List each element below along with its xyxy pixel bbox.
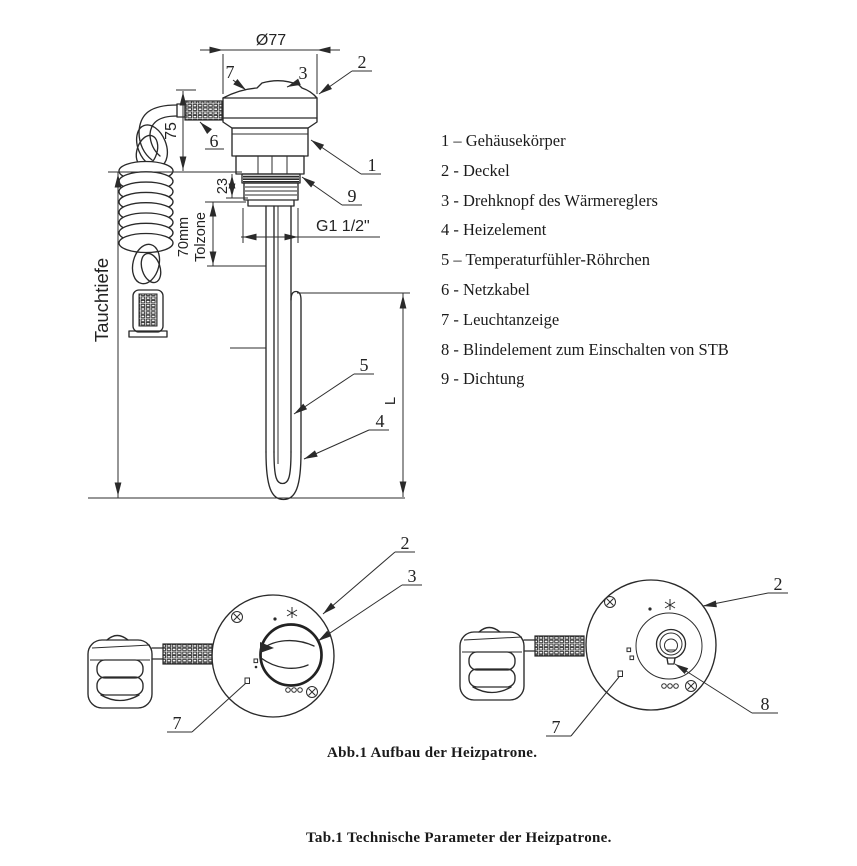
dial-dot (273, 617, 276, 620)
sensor-tube (266, 206, 291, 484)
dial-dot (255, 666, 258, 669)
callout-7: 7 (551, 717, 561, 737)
callout-9: 9 (347, 186, 357, 206)
frost-symbol-icon (287, 607, 297, 618)
legend-item-1: 1 – Gehäusekörper (441, 131, 566, 150)
callout-5: 5 (359, 355, 369, 375)
callout-2: 2 (400, 533, 410, 553)
callout-1: 1 (367, 155, 377, 175)
callout-7: 7 (172, 713, 182, 733)
cap-view-with-blind-element (460, 574, 788, 737)
table-caption: Tab.1 Technische Parameter der Heizpatrone. (306, 830, 612, 846)
callout-2: 2 (357, 52, 367, 72)
callout-4: 4 (375, 411, 385, 431)
callout-6: 6 (209, 131, 219, 151)
indicator-lamp (618, 671, 623, 677)
dim-thread-label: G1 1/2" (316, 218, 370, 235)
main-section-view (88, 32, 410, 500)
dim-diameter-label: Ø77 (255, 32, 287, 49)
dim-tauchtiefe-label: Tauchtiefe (91, 257, 112, 343)
heating-element-tube (266, 292, 301, 500)
dim-23 (215, 174, 248, 198)
dim-75-label: 75 (163, 122, 180, 140)
screw-icon (686, 681, 697, 692)
dim-tolzone (176, 202, 266, 348)
power-plug-left (88, 636, 212, 709)
dial-mark (627, 648, 631, 652)
power-plug-right (460, 628, 584, 701)
legend-item-3: 3 - Drehknopf des Wärmereglers (441, 190, 658, 210)
callout-2: 2 (773, 574, 783, 594)
frost-symbol-icon (665, 599, 675, 610)
legend-item-4: 4 - Heizelement (441, 220, 547, 240)
screw-icon (307, 687, 318, 698)
figure-caption: Abb.1 Aufbau der Heizpatrone. (327, 745, 538, 761)
legend-item-8: 8 - Blindelement zum Einschalten von STB (441, 339, 729, 359)
legend-item-2: 2 - Deckel (441, 160, 510, 180)
dim-tolzone-label: Tolzone (193, 212, 209, 262)
dim-diameter (200, 32, 340, 94)
blind-element-tab (667, 658, 675, 664)
dial-mark (630, 656, 634, 660)
callout-3: 3 (298, 63, 308, 83)
screw-icon (232, 612, 243, 623)
screw-icon (605, 597, 616, 608)
callout-8: 8 (760, 694, 770, 714)
cap-view-with-knob (88, 533, 422, 733)
callout-3: 3 (407, 566, 417, 586)
stb-port (657, 630, 686, 659)
housing-outline (223, 81, 317, 206)
dim-length-label: L (383, 396, 399, 406)
dial-dot (648, 607, 651, 610)
power-plug (129, 290, 167, 337)
dim-thread (241, 208, 380, 243)
legend-item-6: 6 - Netzkabel (441, 279, 530, 299)
dial-mark (254, 659, 258, 663)
dim-23-label: 23 (215, 177, 231, 195)
legend-item-7: 7 - Leuchtanzeige (441, 309, 560, 329)
legend-item-5: 5 – Temperaturfühler-Röhrchen (441, 250, 650, 270)
thermostat-knob (261, 625, 322, 686)
gasket (242, 174, 300, 183)
dim-tolzone-value: 70mm (176, 216, 192, 258)
parts-legend (441, 126, 781, 394)
dim-length (297, 293, 410, 497)
legend-item-9: 9 - Dichtung (441, 369, 525, 389)
callout-7: 7 (225, 62, 235, 82)
